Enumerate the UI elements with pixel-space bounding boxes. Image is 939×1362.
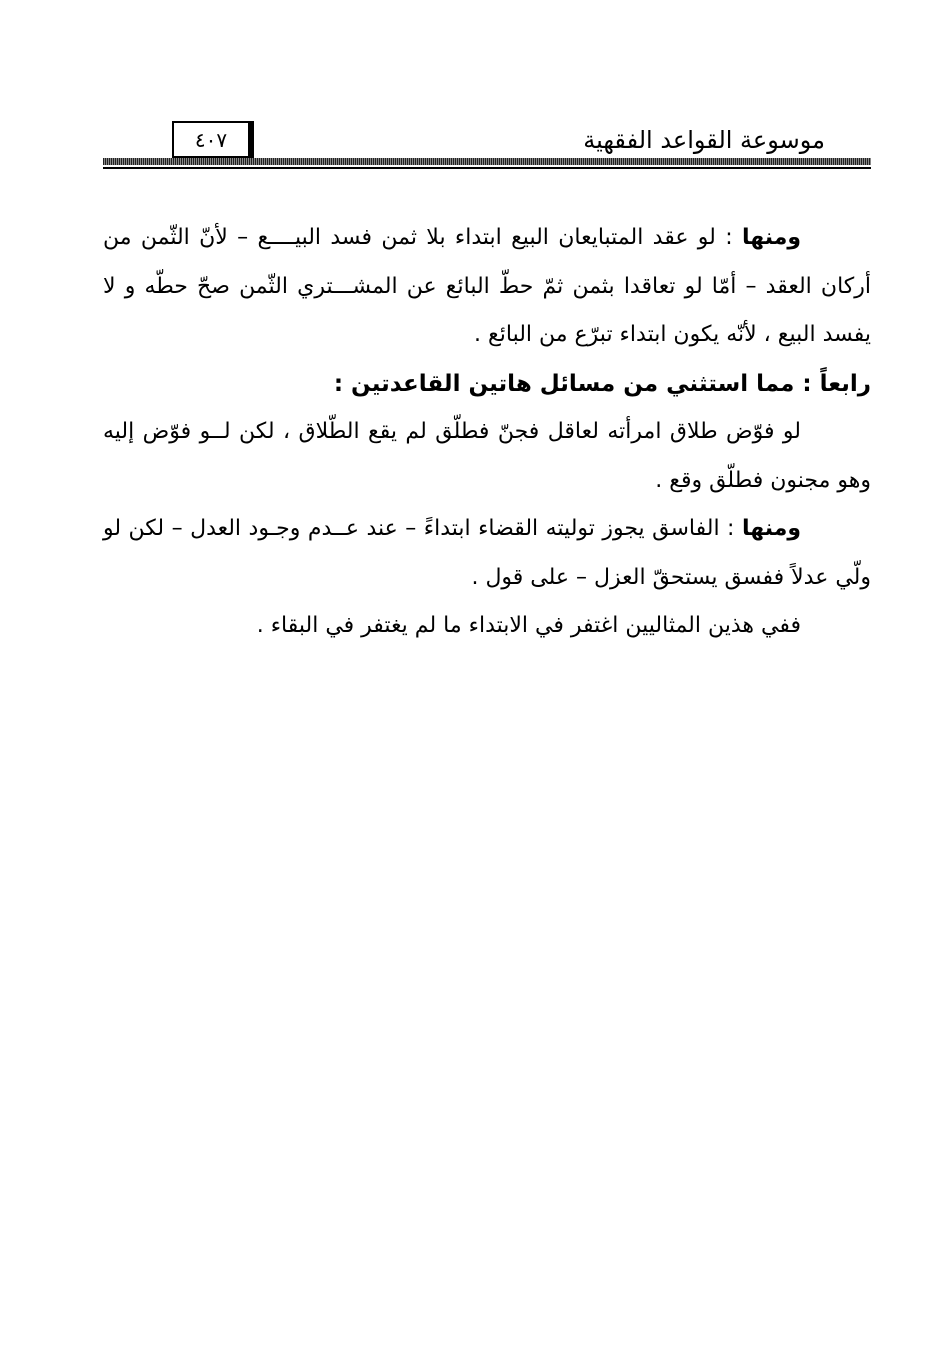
paragraph-text: : الفاسق يجوز توليته القضاء ابتداءً – عند عــدم وجـود العدل – لكن لو ولّي عدلاً ففسق يستحقّ العزل – على قول .: [103, 516, 871, 590]
running-title: موسوعة القواعد الفقهية: [583, 126, 825, 154]
paragraph-3: [103, 505, 871, 602]
paragraph-1: [103, 214, 871, 360]
paragraph-2: لو فوّض طلاق امرأته لعاقل فجنّ فطلّق لم يقع الطّلاق ، لكن لــو فوّض إليه وهو مجنون فطلّق وقع .: [103, 419, 871, 493]
page-number: ٤٠٧: [172, 121, 254, 161]
header-rule-thin: [103, 167, 871, 169]
paragraph-text: : لو عقد المتبايعان البيع ابتداء بلا ثمن فسد البيــــع – لأنّ الثّمن من أركان العقد – أمّا لو تعاقدا بثمن ثمّ حطّ البائع عن المشـــتري الثّمن صحّ حطّه و لا يفسد البيع ، لأنّه يكون ابتداء تبرّع من البائع .: [103, 225, 871, 347]
page-body: [103, 214, 871, 651]
header-rule: [103, 158, 871, 165]
paragraph-lead: ومنها: [741, 225, 801, 250]
paragraph-lead: ومنها: [741, 516, 801, 541]
paragraph-4: ففي هذين المثاليين اغتفر في الابتداء ما لم يغتفر في البقاء .: [256, 613, 801, 638]
section-heading: رابعاً : مما استثني من مسائل هاتين القاعدتين :: [333, 370, 871, 397]
page-header: [0, 0, 939, 180]
